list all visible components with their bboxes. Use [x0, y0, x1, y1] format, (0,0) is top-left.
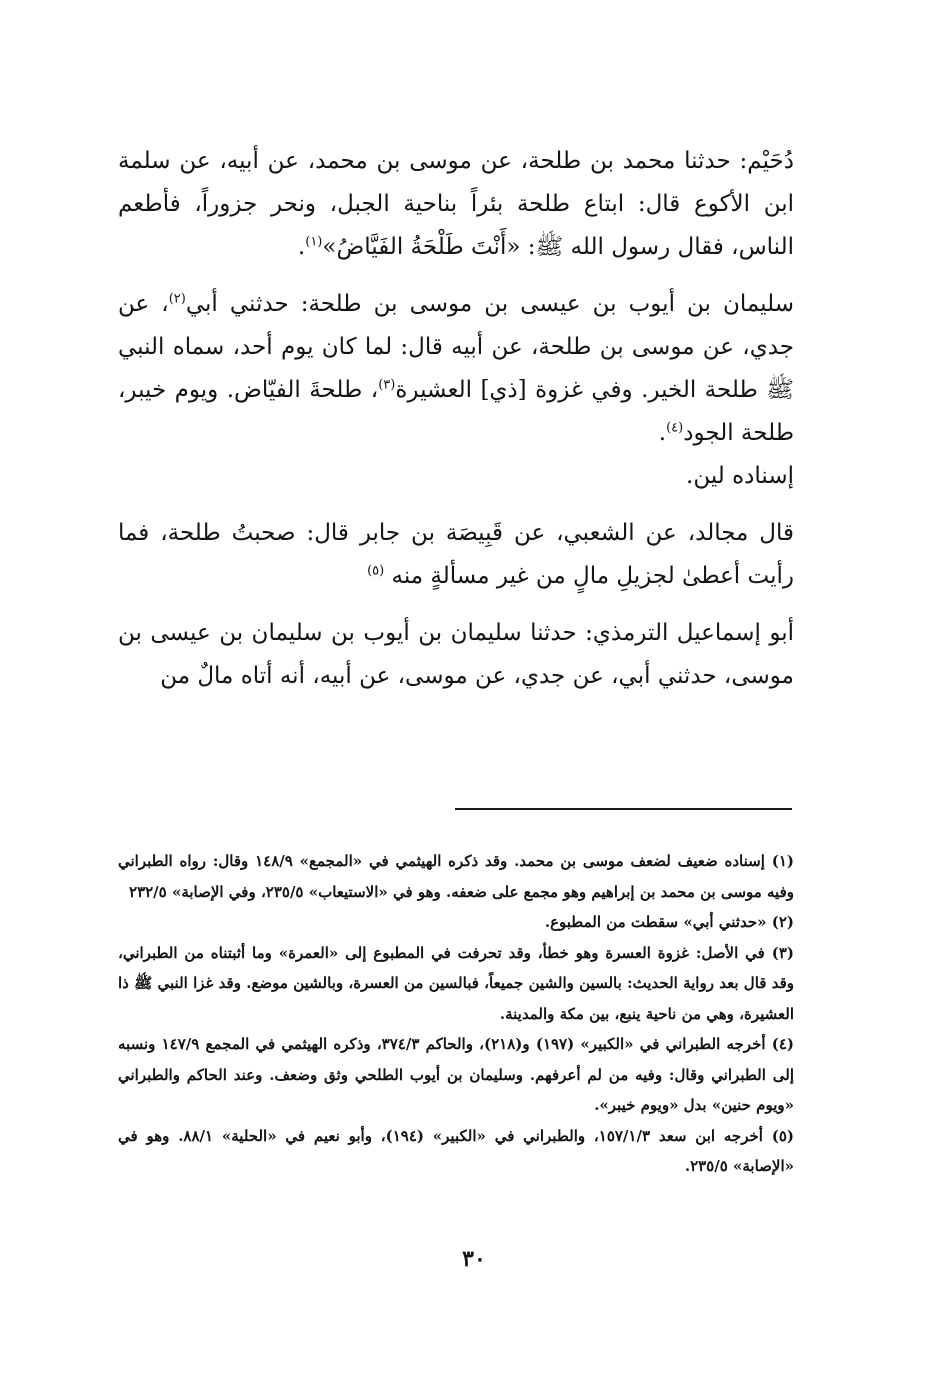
paragraph-text: .	[658, 420, 667, 446]
paragraph-text: سليمان بن أيوب بن عيسى بن موسى بن طلحة: حدثني أبي	[185, 291, 794, 317]
main-text	[118, 140, 794, 698]
paragraph-tirmidhi: أبو إسماعيل الترمذي: حدثنا سليمان بن أيوب بن سليمان بن عيسى بن موسى، حدثني أبي، عن جدي، عن موسى، عن أبيه، أنه أتاه مالٌ من	[118, 620, 794, 689]
footnotes	[118, 846, 794, 1182]
paragraph-mujalid	[118, 512, 794, 598]
footnote-separator	[455, 808, 792, 810]
paragraph-text: ، طلحةَ الفيّاض. ويوم خيبر، طلحة الجود	[118, 377, 794, 446]
isnad-note: إسناده لين.	[686, 463, 794, 489]
footnote-1: (١) إسناده ضعيف لضعف موسى بن محمد. وقد ذكره الهيثمي في «المجمع» ١٤٨/٩ وقال: رواه الطبراني وفيه موسى بن محمد بن إبراهيم وهو مجمع على ضعفه. وهو في «الاستيعاب» ٢٣٥/٥، وفي الإصابة» ٢٣٢/٥	[118, 852, 794, 901]
paragraph-text: قال مجالد، عن الشعبي، عن قَبِيصَة بن جابر قال: صحبتُ طلحة، فما رأيت أعطىٰ لجزيلِ مالٍ من غير مسألةٍ منه	[118, 520, 794, 589]
footnote-ref-3[interactable]: (٣)	[378, 377, 396, 393]
footnote-3: (٣) في الأصل: غزوة العسرة وهو خطأ، وقد تحرفت في المطبوع إلى «العمرة» وما أثبتناه من الطبراني، وقد قال بعد رواية الحديث: بالسين والشين جميعاً، فبالسين من العسرة، وبالشين موضع. وقد غزا النبي ﷺ ذا العشيرة، وهي من ناحية ينبع، بين مكة والمدينة.	[118, 943, 794, 1023]
footnote-ref-2[interactable]: (٢)	[168, 291, 186, 307]
page-number: ٣٠	[462, 1246, 486, 1272]
footnote-ref-4[interactable]: (٤)	[666, 420, 684, 436]
paragraph-sulayman	[118, 283, 794, 455]
paragraph-text: ، عن جدي، عن موسى بن طلحة، عن أبيه قال: لما كان يوم أحد، سماه النبي ﷺ طلحة الخير. وفي غزوة [ذي] العشيرة	[118, 291, 794, 403]
footnote-ref-1[interactable]: (١)	[305, 234, 323, 250]
footnote-4: (٤) أخرجه الطبراني في «الكبير» (١٩٧) و(٢١٨)، والحاكم ٣٧٤/٣، وذكره الهيثمي في المجمع ١٤٧/٩ ونسبه إلى الطبراني وقال: وفيه من لم أعرفهم. وسليمان بن أيوب الطلحي وثق وضعف. وعند الحاكم والطبراني «ويوم حنين» بدل «ويوم خيبر».	[118, 1035, 794, 1114]
paragraph-dukhaym: دُحَيْم: حدثنا محمد بن طلحة، عن موسى بن محمد، عن أبيه، عن سلمة ابن الأكوع قال: ابتاع طلحة بئراً بناحية الجبل، ونحر جزوراً، فأطعم الناس، فقال رسول الله ﷺ: «أَنْتَ طَلْحَةُ الفَيَّاضُ»$^{(١)}$.	[118, 148, 794, 260]
footnote-2: (٢) «حدثني أبي» سقطت من المطبوع.	[544, 913, 794, 931]
paragraph-text: دُحَيْم: حدثنا محمد بن طلحة، عن موسى بن محمد، عن أبيه، عن سلمة ابن الأكوع قال: ابتاع طلحة بئراً بناحية الجبل، ونحر جزوراً، فأطعم الناس، فقال رسول الله ﷺ: «أَنْتَ طَلْحَةُ الفَيَّاضُ»	[118, 148, 794, 260]
footnote-ref-5[interactable]: (٥)	[367, 563, 385, 579]
footnote-5: (٥) أخرجه ابن سعد ١٥٧/١/٣، والطبراني في «الكبير» (١٩٤)، وأبو نعيم في «الحلية» ٨٨/١. وهو في «الإصابة» ٢٣٥/٥.	[118, 1126, 794, 1175]
